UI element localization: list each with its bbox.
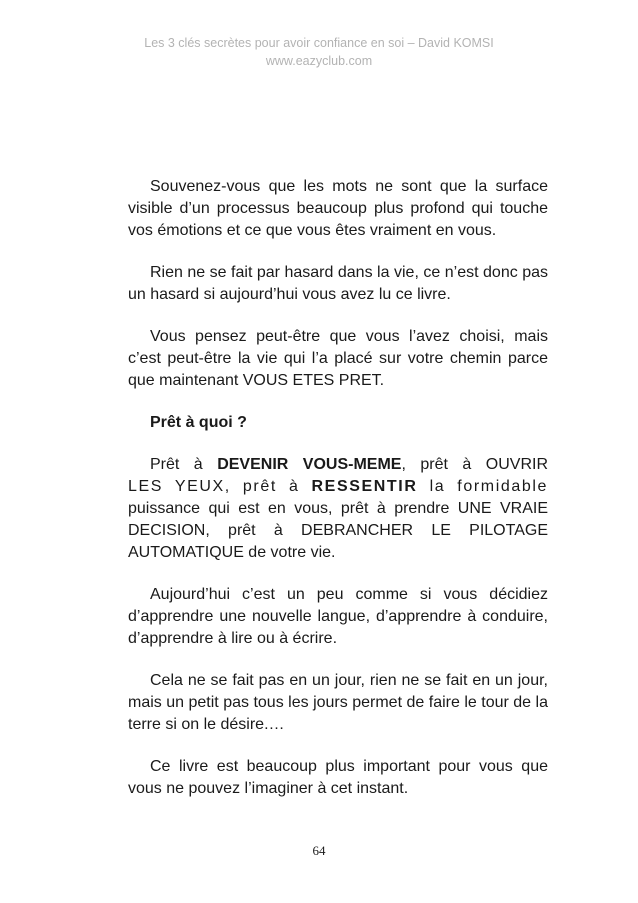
paragraph-5-line-2 [128, 476, 548, 498]
paragraph-6: Aujourd’hui c’est un peu comme si vous décidiez d’apprendre une nouvelle langue, d’apprendre à conduire, d’apprendre à lire ou à écrire. [128, 586, 548, 647]
p5-text-a: Prêt à [150, 456, 218, 473]
p5-text-f: la formidable [417, 478, 548, 495]
header-url: www.eazyclub.com [265, 54, 373, 68]
header-title: Les 3 clés secrètes pour avoir confiance en soi – David KOMSI [144, 36, 494, 50]
paragraph-8: Ce livre est beaucoup plus important pour vous que vous ne pouvez l’imaginer à cet instant. [128, 758, 548, 797]
page-number: 64 [312, 843, 326, 858]
paragraph-5-line-1 [128, 454, 548, 476]
paragraph-5-rest: puissance qui est en vous, prêt à prendre UNE VRAIE DECISION, prêt à DEBRANCHER LE PILOTAGE AUTOMATIQUE de votre vie. [128, 500, 548, 561]
paragraph-2: Rien ne se fait par hasard dans la vie, ce n’est donc pas un hasard si aujourd’hui vous avez lu ce livre. [128, 264, 548, 303]
p5-text-c: , prêt à OUVRIR [401, 456, 548, 473]
paragraph-3: Vous pensez peut-être que vous l’avez choisi, mais c’est peut-être la vie qui l’a placé sur votre chemin parce que maintenant VOUS ETES PRET. [128, 328, 548, 389]
paragraph-7: Cela ne se fait pas en un jour, rien ne se fait en un jour, mais un petit pas tous les jours permet de faire le tour de la terre si on le désire.… [128, 672, 548, 733]
paragraph-1: Souvenez-vous que les mots ne sont que la surface visible d’un processus beaucoup plus profond qui touche vos émotions et ce que vous êtes vraiment en vous. [128, 178, 548, 239]
p5-emphasis-ressentir: RESSENTIR [311, 478, 418, 495]
section-heading: Prêt à quoi ? [150, 414, 247, 431]
running-header [0, 34, 638, 70]
p5-emphasis-devenir: DEVENIR VOUS-MEME [217, 456, 402, 473]
paragraph-5 [128, 454, 548, 564]
body-text [128, 176, 548, 820]
p5-text-d: LES YEUX, prêt à [128, 478, 312, 495]
